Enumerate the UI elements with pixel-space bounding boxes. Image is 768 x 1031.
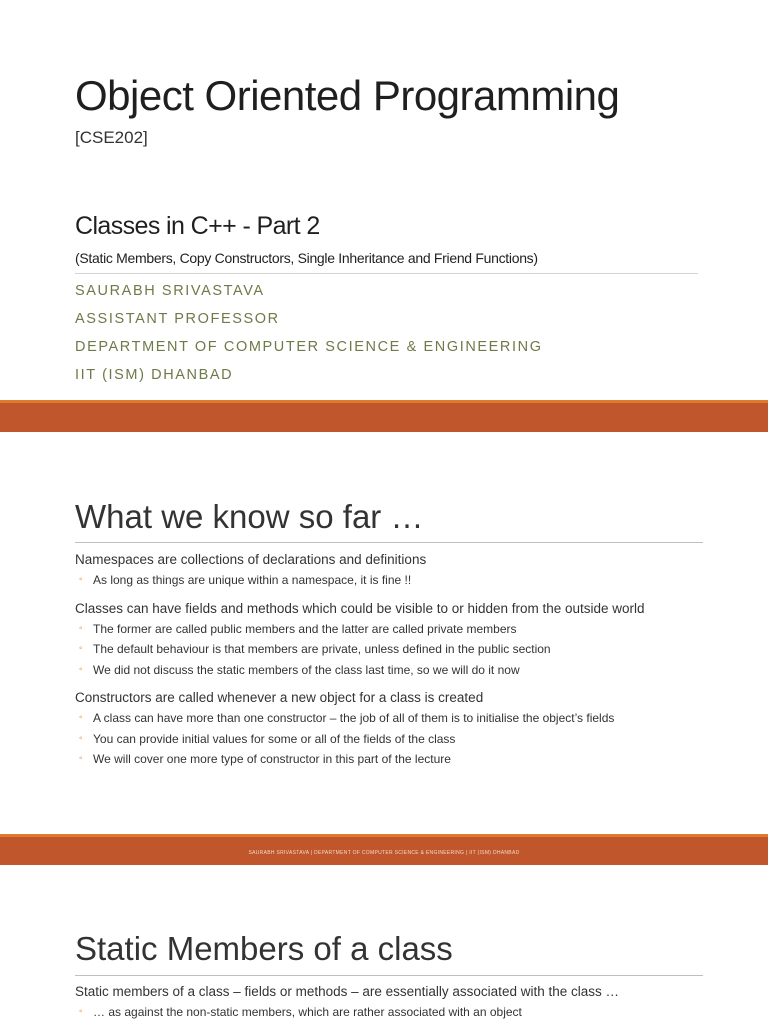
list-item: [75, 660, 715, 681]
heading-divider: [75, 542, 703, 543]
author-info: [75, 282, 543, 394]
heading-divider: [75, 975, 703, 976]
title-divider: [75, 273, 698, 274]
sub-point-list: [75, 619, 715, 681]
slide-footer: SAURABH SRIVASTAVA | DEPARTMENT OF COMPUTER SCIENCE & ENGINEERING | IIT (ISM) DHANBAD: [248, 850, 520, 856]
list-item-text: The default behaviour is that members are private, unless defined in the public section: [93, 642, 551, 656]
bullet-icon: ◦: [79, 732, 83, 744]
bullet-icon: ◦: [79, 1006, 83, 1017]
sub-point-list: [75, 570, 715, 591]
list-item-text: We will cover one more type of constructor in this part of the lecture: [93, 752, 451, 766]
bullet-icon: ◦: [79, 753, 83, 764]
part-title: Classes in C++ - Part 2: [75, 212, 320, 240]
slide-heading: What we know so far …: [75, 498, 424, 535]
part-subtitle: (Static Members, Copy Constructors, Single Inheritance and Friend Functions): [75, 250, 538, 266]
point-text: Namespaces are collections of declarations and definitions: [75, 552, 427, 567]
list-item: [75, 570, 715, 591]
slide-body: [75, 550, 715, 778]
point-text: Classes can have fields and methods which could be visible to or hidden from the outside world: [75, 600, 645, 616]
author-name: SAURABH SRIVASTAVA: [75, 283, 265, 299]
list-item-text: As long as things are unique within a namespace, it is fine !!: [93, 573, 412, 587]
bullet-icon: ◦: [79, 663, 83, 675]
slide-body: [75, 982, 715, 1031]
list-item: [75, 729, 715, 750]
author-designation: ASSISTANT PROFESSOR: [75, 311, 280, 327]
list-item-text: You can provide initial values for some or all of the fields of the class: [93, 731, 456, 746]
list-item: [75, 639, 715, 660]
course-code: [CSE202]: [75, 128, 148, 147]
author-institute: IIT (ISM) DHANBAD: [75, 367, 234, 383]
list-item: [75, 708, 715, 729]
bullet-icon: ◦: [79, 643, 83, 654]
title-slide: [0, 0, 768, 400]
list-item-text: The former are called public members and the latter are called private members: [93, 621, 517, 636]
page-title: Object Oriented Programming: [75, 72, 620, 119]
bullet-icon: ◦: [79, 574, 83, 585]
point-text: Constructors are called whenever a new object for a class is created: [75, 690, 484, 705]
list-item-text: We did not discuss the static members of the class last time, so we will do it now: [93, 662, 520, 677]
slide-separator: [0, 400, 768, 432]
list-item: [75, 749, 715, 770]
content-slide-recap: [0, 432, 768, 834]
bullet-icon: ◦: [79, 712, 83, 723]
list-item-text: … as against the non-static members, which are rather associated with an object: [93, 1005, 522, 1019]
list-item: [75, 1002, 715, 1023]
content-slide-static-members: [0, 865, 768, 1024]
author-department: DEPARTMENT OF COMPUTER SCIENCE & ENGINEERING: [75, 339, 543, 355]
sub-point-list: [75, 708, 715, 770]
list-item-text: A class can have more than one constructor – the job of all of them is to initialise the object’s fields: [93, 711, 615, 725]
bullet-icon: ◦: [79, 622, 83, 634]
slide-footer-band: [0, 834, 768, 865]
sub-point-list: [75, 1002, 715, 1023]
list-item: [75, 619, 715, 640]
point-text: Static members of a class – fields or methods – are essentially associated with the class …: [75, 984, 619, 999]
slide-heading: Static Members of a class: [75, 930, 453, 967]
